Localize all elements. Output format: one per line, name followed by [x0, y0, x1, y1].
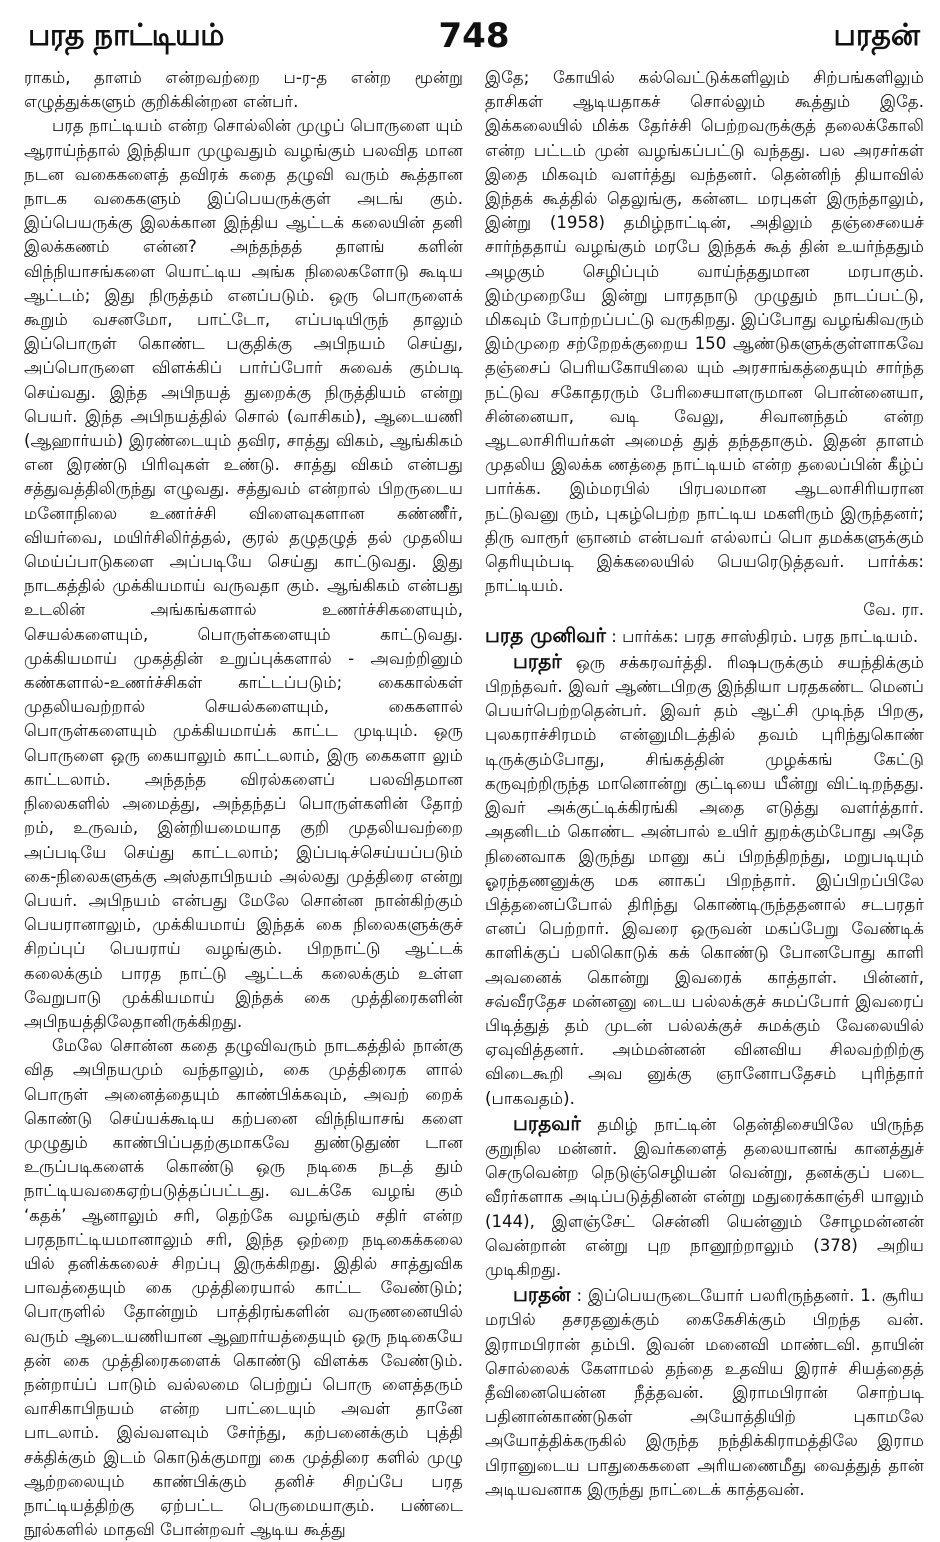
page-header	[24, 0, 924, 66]
entry-headword: பரதர்	[513, 648, 562, 673]
paragraph: ராகம், தாளம் என்றவற்றை ப-ர-த என்ற மூன்று எழுத்துக்களும் குறிக்கின்றன என்பர்.	[24, 68, 463, 112]
paragraph: மேலே சொன்ன கதை தழுவிவரும் நாடகத்தில் நான்கு வித அபிநயமும் வந்தாலும், கை முத்திரைக ளால் பொருள் அனைத்தையும் காண்பிக்கவும், அவற் றைக் கொண்டு செய்யக்கூடிய கற்பனை விந்நியாசங் களை முழுதும் காண்பிப்பதற்குமாகவே துண்டுதுண் டான உருப்படிகளைக் கொண்டு ஒரு நடிகை நடத் தும் நாட்டியவகைஏற்படுத்தப்பட்டது. வடக்கே வழங் கும் ‘கதக்’ ஆனாலும் சரி, தெற்கே வழங்கும் சதிர் என்ற பரதநாட்டியமானாலும் சரி, இந்த ஒற்றை நடிகைக்கலை யில் தனிக்கலைச் சிறப்பு இருக்கிறது. இதில் சாத்துவிக பாவத்தையும் கை முத்திரையால் காட்ட வேண்டும்; பொருளில் தோன்றும் பாத்திரங்களின் வருணனையில் வரும் ஆடையணியான ஆஹார்யத்தையும் ஒரு நடிகையே தன் கை முத்திரைகளைக் கொண்டு விளக்க வேண்டும். நன்றாய்ப் பாடும் வல்லமை பெற்றுப் பொரு ளைத்தரும் வாசிகாபிநயம் என்ற பாட்டையும் அவள் தானே பாடலாம். இவ்வளவும் சேர்ந்து, கற்பனைக்கும் புத்தி சக்திக்கும் இடம் கொடுக்குமாறு கை முத்திரை களில் முழு ஆற்றலையும் காண்பிக்கும் தனிச் சிறப்பே பரத நாட்டியத்திற்கு ஏற்பட்ட பெருமையாகும். பண்டை நூல்களில் மாதவி போன்றவர் ஆடிய கூத்து	[24, 1036, 463, 1540]
entry	[485, 649, 924, 1111]
running-head-right: பரதன்	[833, 18, 920, 53]
entry-headword: பரதன்	[513, 1282, 571, 1307]
entry-headword: பரதவர்	[513, 1110, 581, 1135]
entry	[485, 1111, 924, 1282]
running-head-left: பரத நாட்டியம்	[28, 18, 224, 53]
text-columns	[24, 66, 924, 1542]
entry	[485, 623, 924, 649]
left-column	[24, 66, 463, 1542]
page-number: 748	[438, 16, 510, 56]
entry-headword: பரத முனிவர்	[485, 622, 606, 647]
entry-text: தமிழ் நாட்டின் தென்திசையிலே யிருந்த குறுநில மன்னர். இவர்களைத் தலையானங் கானத்துச் செருவென்ற நெடுஞ்செழியன் வென்று, தனக்குப் படை வீரர்களாக அடிப்படுத்தினன் என்று மதுரைக்காஞ்சி யாலும் (144), இளஞ்சேட் சென்னி யென்னும் சோழமன்னன் வென்றான் என்று புற நானூற்றாலும் (378) அறிய முடிகிறது.	[485, 1114, 924, 1279]
entry	[485, 1282, 924, 1502]
paragraph: பரத நாட்டியம் என்ற சொல்லின் முழுப் பொருளை யும் ஆராய்ந்தால் இந்தியா முழுவதும் வழங்கும் பலவித மான நடன வகைகளைத் தவிரக் கதை தழுவி வரும் கூத்தான நாடக வகைகளும் இப்பெயருக்குள் அடங் கும். இப்பெயருக்கு இலக்கான இந்திய ஆட்டக் கலையின் தனி இலக்கணம் என்ன? அந்தந்தத் தாளங் களின் விந்நியாசங்களை யொட்டிய அங்க நிலைகளோடு கூடிய ஆட்டம்; இது நிருத்தம் எனப்படும். ஒரு பொருளைக் கூறும் வசனமோ, பாட்டோ, எப்படியிருந் தாலும் இப்பொருள் கொண்ட பகுதிக்கு அபிநயம் செய்து, அப்பொருளை விளக்கிப் பார்ப்போர் சுவைக் கும்படி செய்வது. இந்த அபிநயத் துறைக்கு நிருத்தியம் என்று பெயர். இந்த அபிநயத்தில் சொல் (வாசிகம்), ஆடையணி (ஆஹார்யம்) இரண்டையும் தவிர, சாத்து விகம், ஆங்கிகம் என இரண்டு பிரிவுகள் உண்டு. சாத்து விகம் என்பது சத்துவத்திலிருந்து எழுவது. சத்துவம் என்றால் பிறருடைய மனோநிலை உணர்ச்சி விளைவுகளான கண்ணீர், வியர்வை, மயிர்சிலிர்த்தல், குரல் தழுதழுத் தல் முதலிய மெய்ப்பாடுகளை அப்படியே செய்து காட்டுவது. இது நாடகத்தில் முக்கியமாய் வருவதா கும். ஆங்கிகம் என்பது உடலின் அங்கங்களால் உணர்ச்சிகளையும், செயல்களையும், பொருள்களையும் காட்டுவது. முக்கியமாய் முகத்தின் உறுப்புக்களால் - அவற்றினும் கண்களால்-உணர்ச்சிகள் காட்டப்படும்; கைகால்கள் முதலியவற்றால் செயல்களையும், கைகளால் பொருள்களையும் முக்கியமாய்க் காட்ட முடியும். ஒரு பொருளை ஒரு கையாலும் காட்டலாம், இரு கைகளா லும் காட்டலாம். அந்தந்த விரல்களைப் பலவிதமான நிலைகளில் அமைத்து, அந்தந்தப் பொருள்களின் தோற் றம், உருவம், இன்றியமையாத குறி முதலியவற்றை அப்படியே செய்து காட்டலாம்; இப்படிச்செய்யப்படும் கை-நிலைகளுக்கு அஸ்தாபிநயம் அல்லது முத்திரை என்று பெயர். அபிநயம் என்பது மேலே சொன்ன நான்கிற்கும் பெயரானாலும், முக்கியமாய் இந்தக் கை நிலைகளுக்குச் சிறப்புப் பெயராய் வழங்கும். பிறநாட்டு ஆட்டக் கலைக்கும் பாரத நாட்டு ஆட்டக் கலைக்கும் உள்ள வேறுபாடு முக்கியமாய் இந்தக் கை முத்திரைகளின் அபிநயத்திலேதானிருக்கிறது.	[24, 116, 463, 1031]
entry-text: : இப்பெயருடையோர் பலரிருந்தனர். 1. சூரிய மரபில் தசரதனுக்கும் கைகேசிக்கும் பிறந்த வன். இராமபிரான் தம்பி. இவன் மனைவி மாண்டவி. தாயின் சொல்லைக் கேளாமல் தந்தை உதவிய இராச் சியத்தைத் தீவினையென்ன நீத்தவன். இராமபிரான் சொற்படி பதினான்காண்டுகள் அயோத்தியிற் புகாமலே அயோத்திக்கருகில் இருந்த நந்திக்கிராமத்திலே இராம பிரானுடைய பாதுகைகளை அரியணைமீது வைத்துத் தான் அடியவனாக இருந்து நாட்டைக் காத்தவன்.	[485, 1286, 924, 1499]
author-initials: வே. ரா.	[863, 600, 924, 620]
entry-text: : பார்க்க: பரத சாஸ்திரம். பரத நாட்டியம்.	[605, 626, 919, 646]
entry-text: ஒரு சக்கரவர்த்தி. ரிஷபருக்கும் சயந்திக்கும் பிறந்தவர். இவர் ஆண்டபிறகு இந்தியா பரதகண்ட மெனப் பெயர்பெற்றதென்பர். இவர் தம் ஆட்சி முடிந்த பிறகு, புலகராச்சிரமம் என்னுமிடத்தில் தவம் புரிந்துகொண் டிருக்கும்போது, சிங்கத்தின் முழக்கங் கேட்டு கருவுற்றிருந்த மானொன்று குட்டியை யீன்று விட்டிறந்தது. இவர் அக்குட்டிக்கிரங்கி அதை எடுத்து வளர்த்தார். அதனிடம் கொண்ட அன்பால் உயிர் துறக்கும்போது அதே நினைவாக இருந்து மானு கப் பிறந்திறந்து, மறுபடியும் ஓரந்தணனுக்கு மக னாகப் பிறந்தார். இப்பிறப்பிலே பித்தனைப்போல் திரிந்து கொண்டிருந்ததனால் சடபரதர் எனப் பெற்றார். இவரை ஒருவன் மகப்பேறு வேண்டிக் காளிக்குப் பலிகொடுக் கக் கொண்டு போனபோது காளி அவனைக் கொன்று இவரைக் காத்தாள். பின்னர், சவ்வீரதேச மன்னனு டைய பல்லக்குச் சுமப்போர் இவரைப் பிடித்துத் தம் முடன் பல்லக்குச் சுமக்கும் வேலையில் ஏவுவித்தனர். அம்மன்னன் வினவிய சிலவற்றிற்கு விடைகூறி அவ னுக்கு ஞானோபதேசம் புரிந்தார் (பாகவதம்).	[485, 652, 924, 1108]
paragraph: இதே; கோயில் கல்வெட்டுக்களிலும் சிற்பங்களிலும் தாசிகள் ஆடியதாகச் சொல்லும் கூத்தும் இதே. இக்கலையில் மிக்க தேர்ச்சி பெற்றவருக்குத் தலைக்கோலி என்ற பட்டம் முன் வழங்கப்பட்டு வந்தது. பல அரசர்கள் இதை மிகவும் வளர்த்து வந்தனர். தென்னிந் தியாவில் இந்தக் கூத்தில் தெலுங்கு, கன்னட மரபுகள் இருந்தாலும், இன்று (1958) தமிழ்நாட்டின், அதிலும் தஞ்சையைச் சார்ந்ததாய் வழங்கும் மரபே இந்தக் கூத் தின் உயர்ந்ததும் அழகும் செழிப்பும் வாய்ந்ததுமான மரபாகும். இம்முறையே இன்று பாரதநாடு முழுதும் நாடப்பட்டு, மிகவும் போற்றப்பட்டு வருகிறது. இப்போது வழங்கிவரும் இம்முறை சற்றேறக்குறைய 150 ஆண்டுகளுக்குள்ளாகவே தஞ்சைப் பெரியகோயிலை யும் அரசாங்கத்தையும் சார்ந்த நட்டுவ சகோதரரும் பேரிசையாளருமான பொன்னையா, சின்னையா, வடி வேலு, சிவானந்தம் என்ற ஆடலாசிரியர்கள் அமைத் துத் தந்ததாகும். இதன் தாளம் முதலிய இலக்க ணத்தை நாட்டியம் என்ற தலைப்பின் கீழ்ப் பார்க்க. இம்மரபில் பிரபலமான ஆடலாசிரியரான நட்டுவனு ரும், புகழ்பெற்ற நாட்டிய மகளிரும் இருந்தனர்; திரு வாரூர் ஞானம் என்பவர் எல்லாப் பொ தமக்களுக்கும் தெரியும்படி இக்கலையில் பெயரெடுத்தவர். பார்க்க: நாட்டியம்.	[485, 68, 924, 596]
right-column	[485, 66, 924, 1542]
